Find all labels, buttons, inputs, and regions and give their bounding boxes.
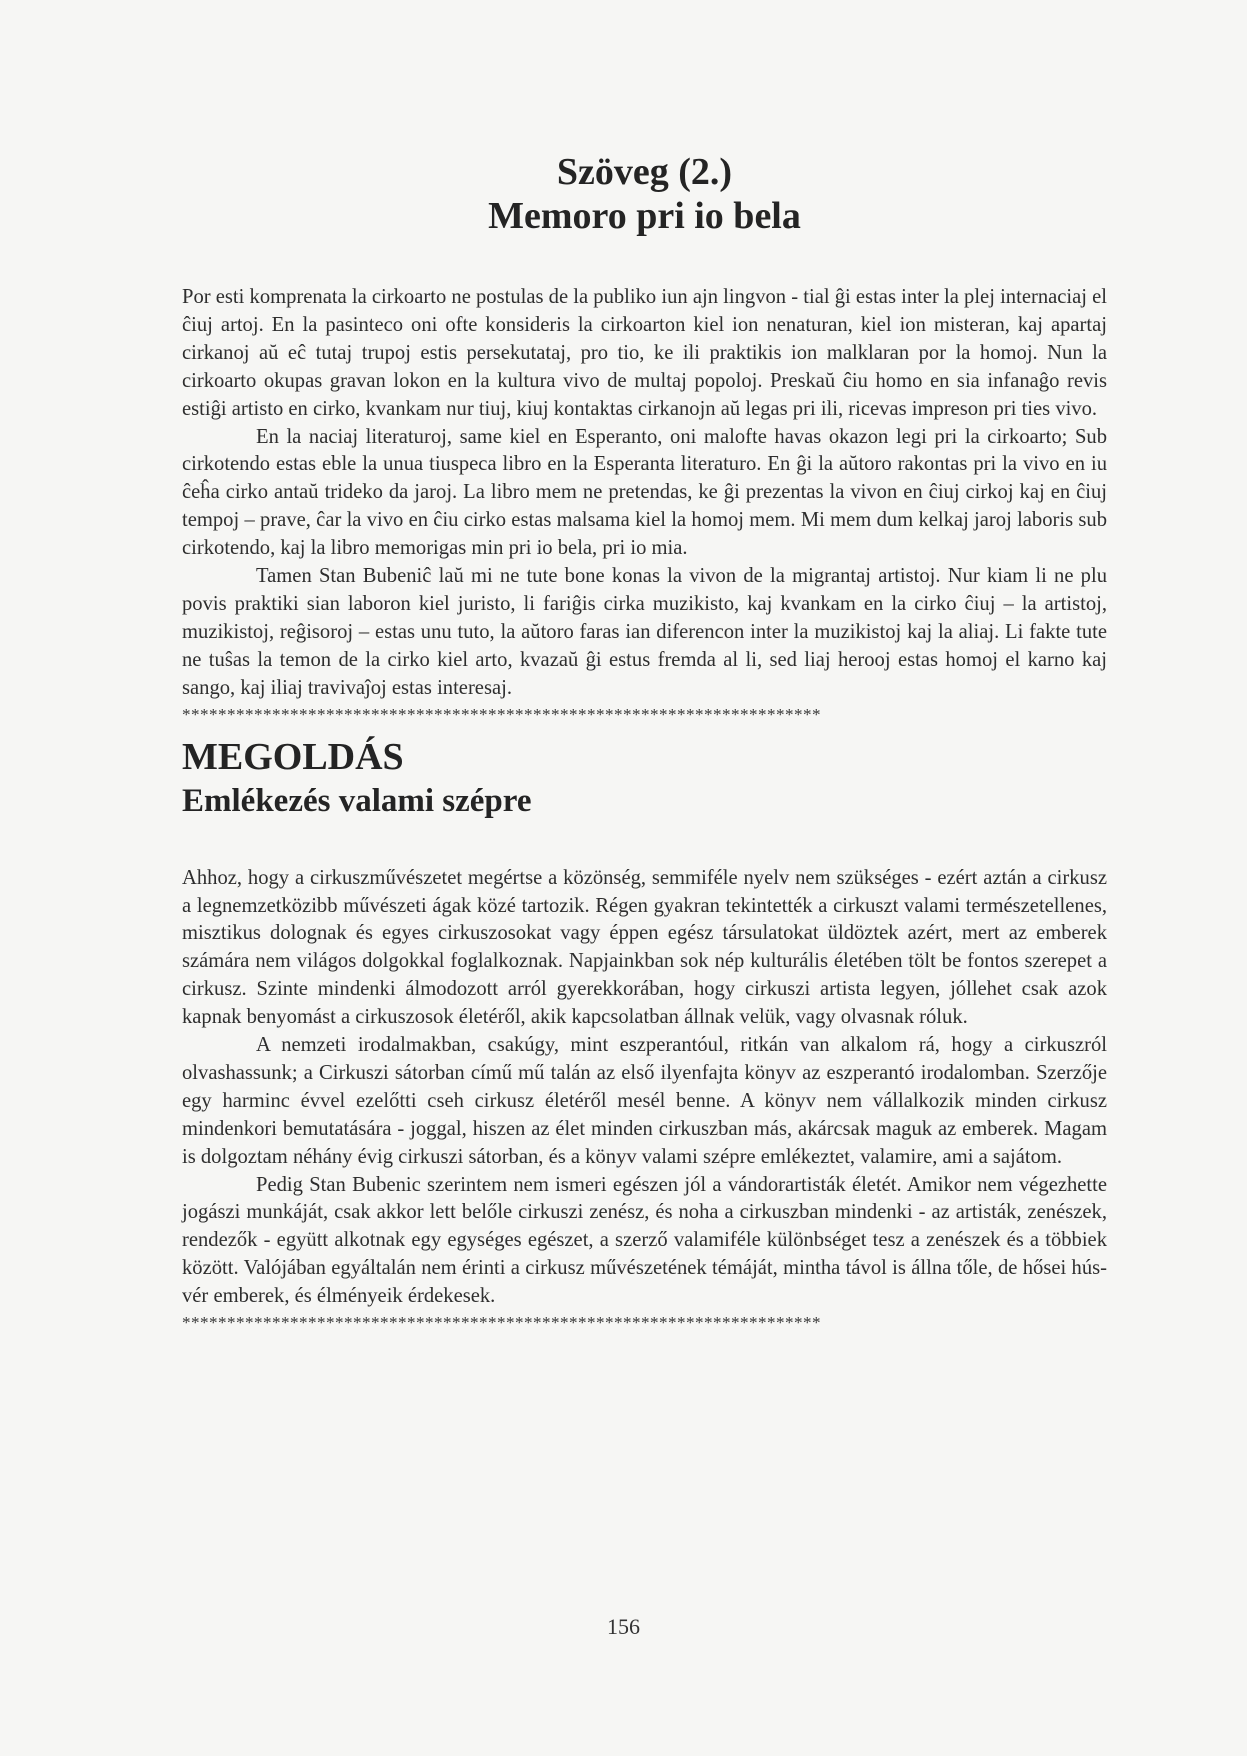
text-heading: Szöveg (2.) [556,151,733,193]
solution-paragraph-1: Ahhoz, hogy a cirkuszművészetet megértse a közönség, semmiféle nyelv nem szükséges - ezért aztán a cirkusz a legnemzetközibb művészeti ágak közé tartozik. Régen gyakran tekintették a cirkuszt valami természetellenes, misztikus dolognak és egyes cirkuszosokat vagy éppen egész társulatokat üldöztek azért, mert az emberek számára nem világos dolgokkal foglalkoznak. Napjainkban sok nép kulturális életében tölt be fontos szerepet a cirkusz. Szinte mindenki álmodozott arról gyerekkorában, hogy cirkuszi artista legyen, jóllehet csak azok kapnak benyomást a cirkuszosok életéről, akik kapcsolatban állnak velük, vagy olvasnak róluk. [182,866,1107,1029]
separator-stars: *********************************************************************** [182,704,821,724]
text-title: Memoro pri io bela [488,195,801,237]
esperanto-paragraph-1: Por esti komprenata la cirkoarto ne postulas de la publiko iun ajn lingvon - tial ĝi estas inter la plej internaciaj el ĉiuj artoj. En la pasinteco oni ofte konsideris la cirkoarton kiel ion nenaturan, kiel ion misteran, kaj apartaj cirkanoj aŭ eĉ tutaj trupoj estis persekutataj, pro tio, ke ili praktikis ion malklaran por la homoj. Nun la cirkoarto okupas gravan lokon en la kultura vivo de multaj popoloj. Preskaŭ ĉiu homo en sia infanaĝo revis estiĝi artisto en cirko, kvankam nur tiuj, kiuj kontaktas cirkanojn aŭ legas pri ili, ricevas impreson pri ties vivo. [182,286,1107,420]
solution-paragraph-3: Pedig Stan Bubenic szerintem nem ismeri egészen jól a vándorartisták életét. Amikor nem végezhette jogászi munkáját, csak akkor lett belőle cirkuszi zenész, és noha a cirkuszban mindenki - az artisták, zenészek, rendezők - együtt alkotnak egy egységes egészet, a szerző valamiféle különbséget tesz a zenészek és a többiek között. Valójában egyáltalán nem érinti a cirkusz művészetének témáját, mintha távol is állna tőle, de hősei hús-vér emberek, és élményeik érdekesek. [182,1173,1107,1308]
esperanto-paragraph-3: Tamen Stan Bubeniĉ laŭ mi ne tute bone konas la vivon de la migrantaj artistoj. Nur kiam li ne plu povis praktiki sian laboron kiel juristo, li fariĝis cirka muzikisto, kaj kvankam en la cirko ĉiuj – la artistoj, muzikistoj, reĝisoroj – estas unu tuto, la aŭtoro faras ian diferencon inter la muzikistoj kaj la aliaj. Li fakte tute ne tuŝas la temon de la cirko kiel arto, kvazaŭ ĝi estus fremda al li, sed liaj herooj estas homoj el karno kaj sango, kaj iliaj travivaĵoj estas interesaj. [182,565,1107,699]
separator-stars-bottom: *********************************************************************** [182,1313,821,1333]
esperanto-paragraph-2: En la naciaj literaturoj, same kiel en Esperanto, oni malofte havas okazon legi pri la cirkoarto; Sub cirkotendo estas eble la unua tiuspeca libro en la Esperanta literaturo. En ĝi la aŭtoro rakontas pri la vivo en iu ĉeĥa cirko antaŭ trideko da jaroj. La libro mem ne pretendas, ke ĝi prezentas la vivon en ĉiuj cirkoj kaj en ĉiuj tempoj – prave, ĉar la vivo en ĉiu cirko estas malsama kiel la homoj mem. Mi mem dum kelkaj jaroj laboris sub cirkotendo, kaj la libro memorigas min pri io bela, pri io mia. [182,425,1107,560]
page-number: 156 [607,1614,640,1639]
solution-label: MEGOLDÁS [182,735,404,778]
page-content [182,150,1107,1343]
solution-paragraph-2: A nemzeti irodalmakban, csakúgy, mint eszperantóul, ritkán van alkalom rá, hogy a cirkuszról olvashassunk; a Cirkuszi sátorban című mű talán az első ilyenfajta könyv az eszperantó irodalomban. Szerzője egy harminc évvel ezelőtti cseh cirkusz életéről mesél benne. A könyv nem vállalkozik minden cirkusz mindenkori bemutatására - joggal, hiszen az élet minden cirkuszban más, akárcsak maguk az emberek. Magam is dolgoztam néhány évig cirkuszi sátorban, és a könyv valami szépre emlékeztet, valamire, ami a sajátom. [182,1034,1107,1168]
solution-title: Emlékezés valami szépre [182,782,532,819]
